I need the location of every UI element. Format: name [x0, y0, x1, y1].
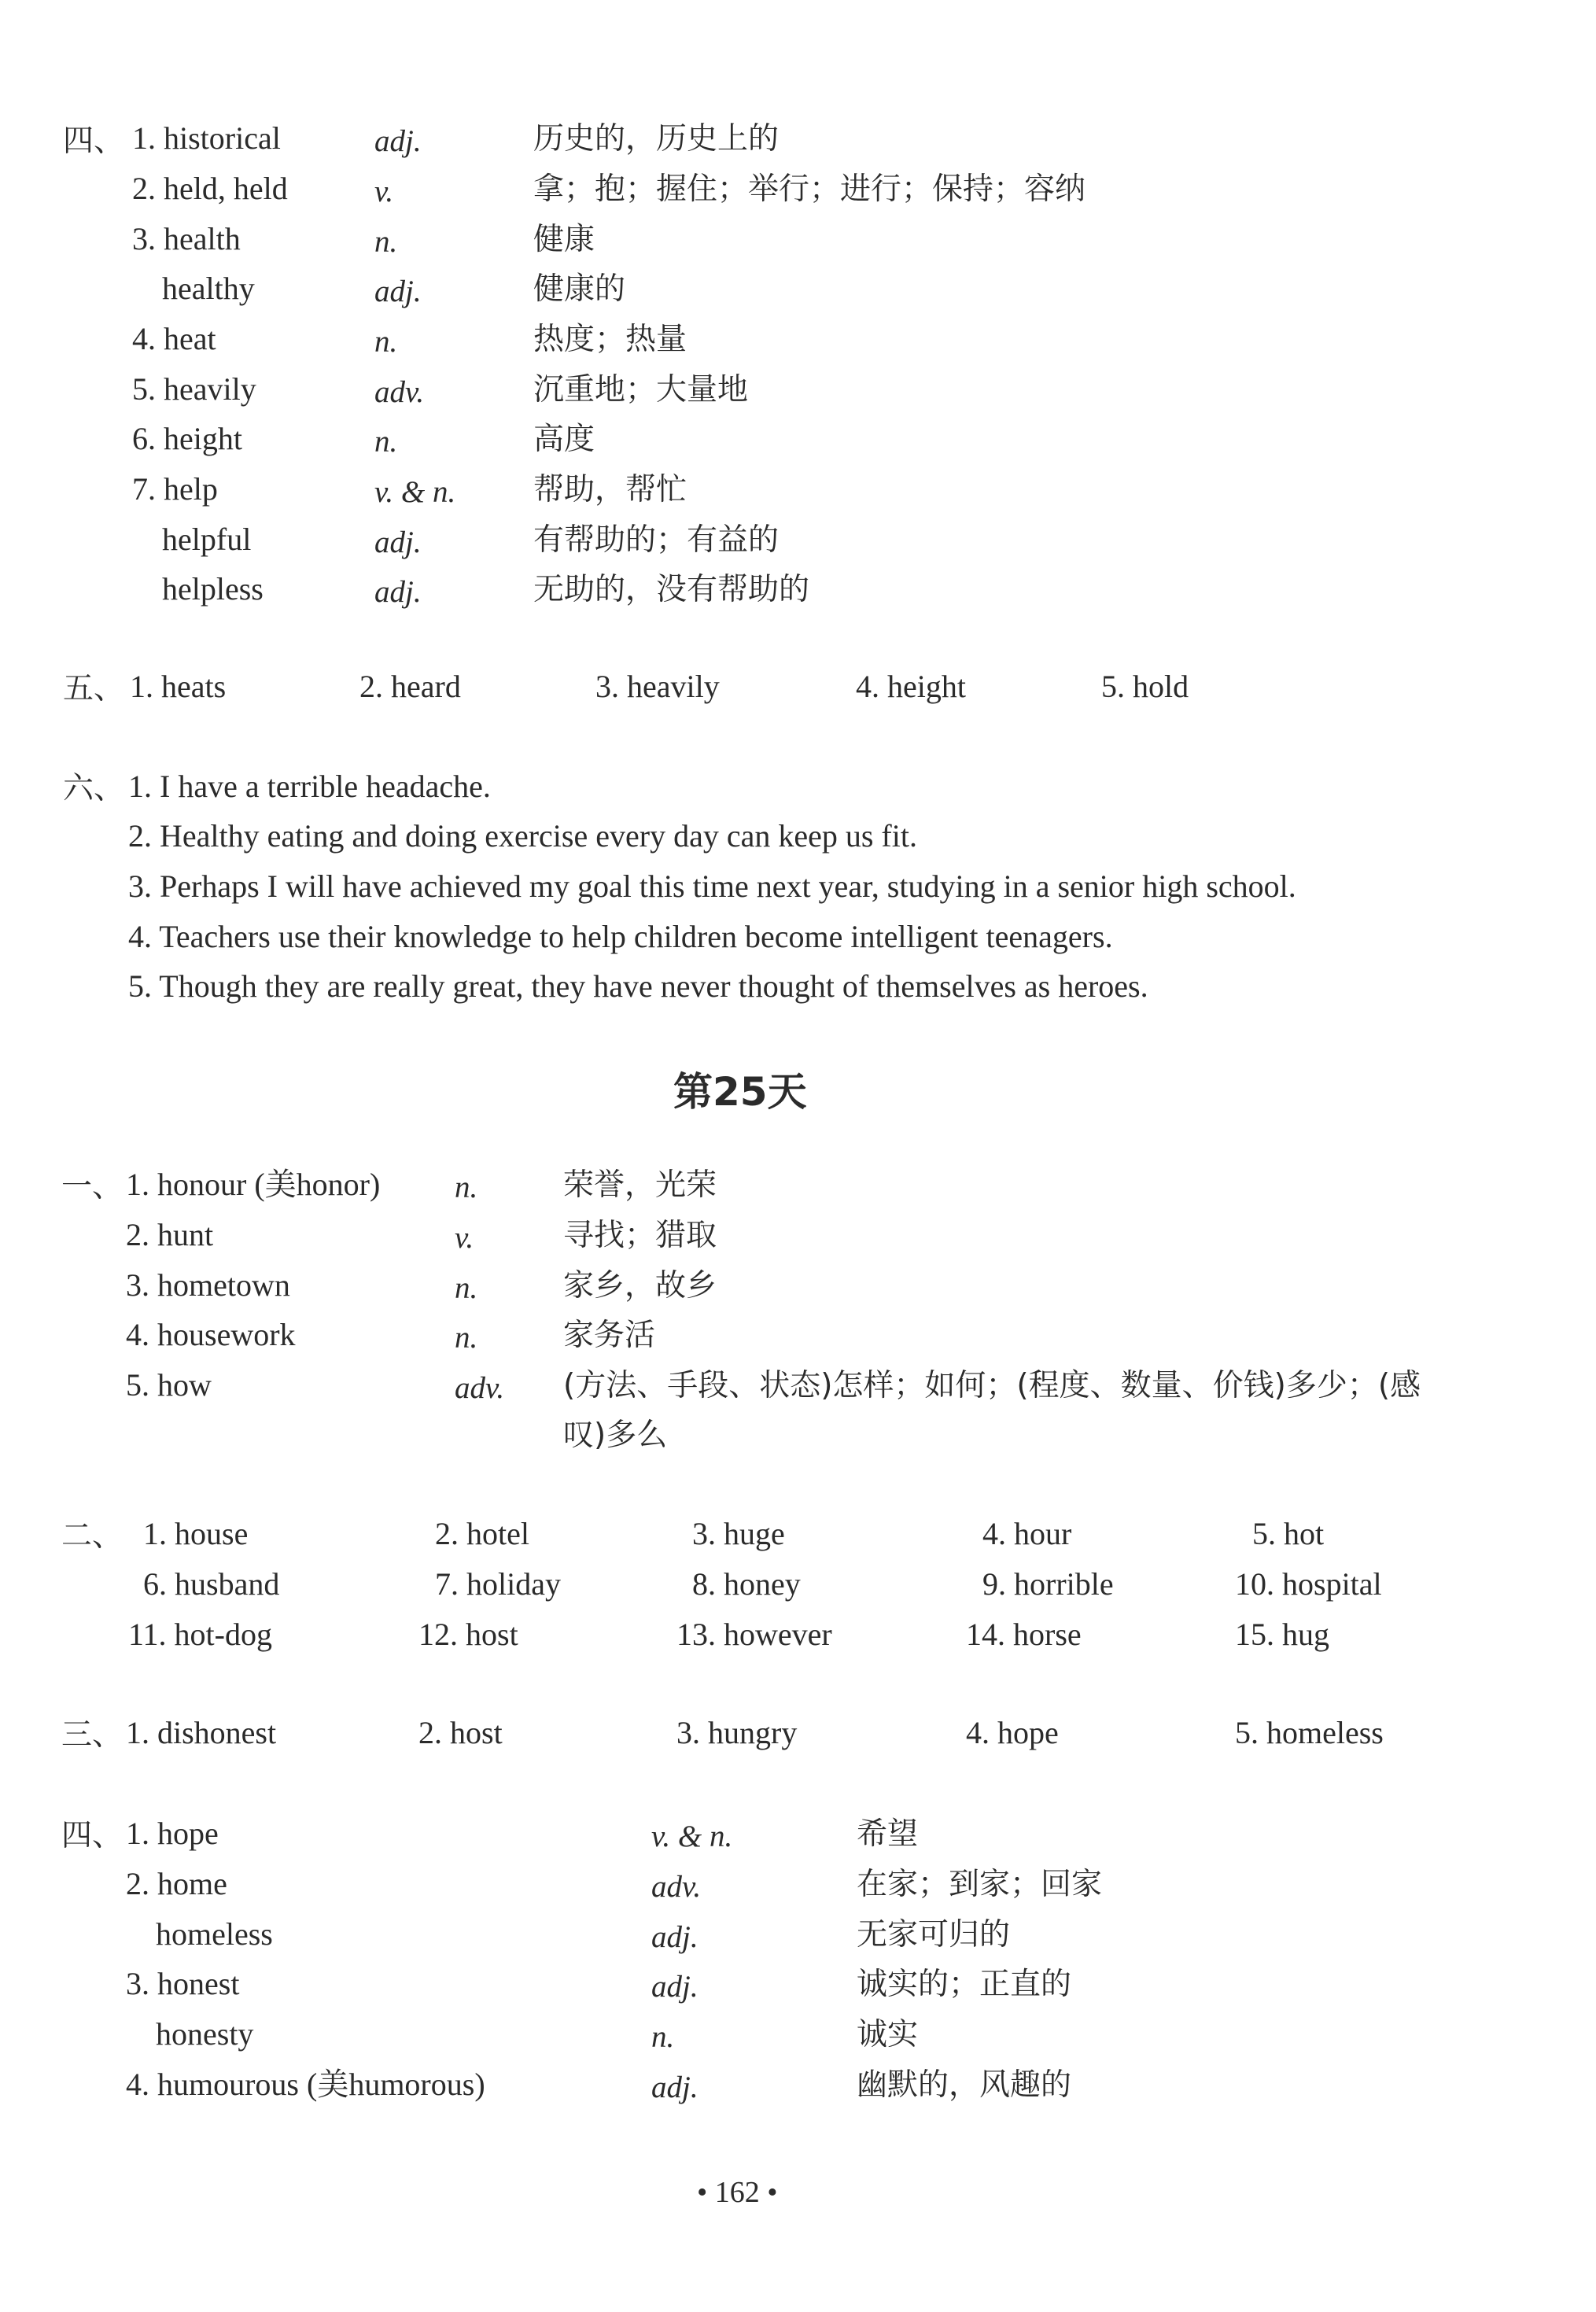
answer-item: 3. huge	[692, 1516, 785, 1551]
vocab-word: 2. home	[126, 1866, 227, 1901]
vocab-word: homeless	[156, 1916, 273, 1952]
meaning: 高度	[533, 422, 595, 457]
part-of-speech: n.	[651, 2020, 675, 2054]
page-number: • 162 •	[697, 2176, 778, 2209]
section-label: 五、	[63, 671, 125, 706]
answer-item: 15. hug	[1235, 1617, 1329, 1652]
vocab-word: 3. honest	[126, 1966, 240, 2001]
vocab-word: 1. hope	[126, 1816, 219, 1851]
meaning: 历史的，历史上的	[533, 121, 780, 157]
sentence: 1. I have a terrible headache.	[128, 769, 491, 804]
meaning: 健康的	[533, 271, 626, 307]
answer-item: 12. host	[418, 1617, 518, 1652]
vocab-word: 3. hometown	[126, 1267, 290, 1303]
vocab-word: 2. held, held	[132, 171, 288, 206]
part-of-speech: n.	[455, 1271, 478, 1305]
answer-item: 3. hungry	[676, 1715, 798, 1750]
section-label: 三、	[61, 1717, 123, 1753]
answer-item: 1. house	[143, 1516, 249, 1551]
vocab-word: 4. heat	[132, 321, 216, 356]
sentence: 4. Teachers use their knowledge to help children become intelligent teenagers.	[128, 919, 1113, 954]
vocab-word: 6. height	[132, 421, 242, 456]
vocab-word: 1. historical	[132, 120, 281, 156]
answer-item: 2. hotel	[435, 1516, 529, 1551]
vocab-word: 7. help	[132, 471, 218, 507]
day-heading: 第25天	[673, 1069, 807, 1115]
meaning: 拿；抱；握住；举行；进行；保持；容纳	[533, 171, 1086, 207]
sentence: 5. Though they are really great, they have never thought of themselves as heroes.	[128, 968, 1148, 1004]
part-of-speech: n.	[374, 225, 398, 259]
meaning: 寻找；猎取	[563, 1218, 717, 1253]
answer-item: 3. heavily	[595, 669, 720, 704]
section-label: 六、	[63, 771, 125, 806]
answer-item: 4. hope	[966, 1715, 1059, 1750]
meaning: 诚实的；正直的	[857, 1967, 1072, 2002]
section-label: 四、	[63, 124, 125, 159]
part-of-speech: v.	[455, 1221, 474, 1255]
answer-item: 14. horse	[966, 1617, 1082, 1652]
vocab-word: 4. humourous (美humorous)	[126, 2067, 485, 2102]
part-of-speech: v. & n.	[374, 475, 456, 509]
part-of-speech: v.	[374, 175, 394, 208]
answer-item: 10. hospital	[1235, 1566, 1382, 1602]
section-label: 二、	[61, 1518, 123, 1554]
meaning: 诚实	[857, 2017, 919, 2052]
sentence: 2. Healthy eating and doing exercise every day can keep us fit.	[128, 818, 917, 854]
vocab-word: 5. heavily	[132, 371, 256, 407]
part-of-speech: adv.	[651, 1870, 702, 1904]
part-of-speech: n.	[374, 325, 398, 359]
meaning-continued: 叹)多么	[563, 1418, 668, 1453]
part-of-speech: n.	[455, 1321, 478, 1355]
answer-item: 2. heard	[359, 669, 461, 704]
answer-item: 7. holiday	[435, 1566, 561, 1602]
vocab-word: healthy	[162, 271, 255, 306]
answer-item: 4. hour	[982, 1516, 1072, 1551]
part-of-speech: n.	[455, 1171, 478, 1204]
answer-item: 13. however	[676, 1617, 832, 1652]
part-of-speech: adv.	[374, 375, 425, 409]
meaning: 家务活	[563, 1318, 656, 1353]
meaning: 健康	[533, 222, 595, 257]
vocab-word: 5. how	[126, 1367, 212, 1403]
answer-item: 4. height	[856, 669, 966, 704]
meaning: 热度；热量	[533, 322, 687, 357]
vocab-word: honesty	[156, 2016, 254, 2052]
meaning: 希望	[857, 1816, 919, 1852]
answer-item: 11. hot-dog	[128, 1617, 272, 1652]
meaning: 有帮助的；有益的	[533, 522, 780, 558]
meaning: 沉重地；大量地	[533, 372, 749, 407]
part-of-speech: adj.	[374, 275, 422, 308]
section-label: 四、	[61, 1818, 123, 1853]
section-label: 一、	[61, 1169, 123, 1204]
answer-item: 5. hold	[1101, 669, 1189, 704]
answer-item: 5. hot	[1252, 1516, 1325, 1551]
answer-item: 2. host	[418, 1715, 503, 1750]
part-of-speech: adj.	[374, 124, 422, 158]
answer-item: 1. dishonest	[126, 1715, 277, 1750]
vocab-word: helpful	[162, 522, 252, 557]
answer-item: 5. homeless	[1235, 1715, 1384, 1750]
part-of-speech: n.	[374, 425, 398, 459]
part-of-speech: adj.	[651, 2070, 698, 2104]
answer-item: 8. honey	[692, 1566, 801, 1602]
vocab-word: 1. honour (美honor)	[126, 1167, 381, 1202]
answer-item: 6. husband	[143, 1566, 280, 1602]
vocab-word: helpless	[162, 571, 264, 607]
part-of-speech: adv.	[455, 1371, 505, 1405]
part-of-speech: adj.	[651, 1920, 698, 1954]
meaning: 家乡，故乡	[563, 1268, 717, 1303]
vocab-word: 4. housework	[126, 1317, 296, 1352]
meaning: (方法、手段、状态)怎样；如何；(程度、数量、价钱)多少；(感	[563, 1368, 1421, 1403]
meaning: 帮助，帮忙	[533, 472, 687, 507]
answer-item: 9. horrible	[982, 1566, 1114, 1602]
meaning: 无家可归的	[857, 1917, 1011, 1952]
part-of-speech: v. & n.	[651, 1820, 733, 1853]
sentence: 3. Perhaps I will have achieved my goal this time next year, studying in a senior high school.	[128, 868, 1296, 904]
meaning: 幽默的，风趣的	[857, 2067, 1072, 2103]
part-of-speech: adj.	[374, 575, 422, 609]
meaning: 无助的，没有帮助的	[533, 572, 810, 607]
meaning: 在家；到家；回家	[857, 1867, 1103, 1902]
part-of-speech: adj.	[651, 1970, 698, 2004]
answer-item: 1. heats	[130, 669, 227, 704]
vocab-word: 2. hunt	[126, 1217, 214, 1252]
vocab-word: 3. health	[132, 221, 241, 256]
part-of-speech: adj.	[374, 525, 422, 559]
meaning: 荣誉，光荣	[563, 1167, 717, 1203]
